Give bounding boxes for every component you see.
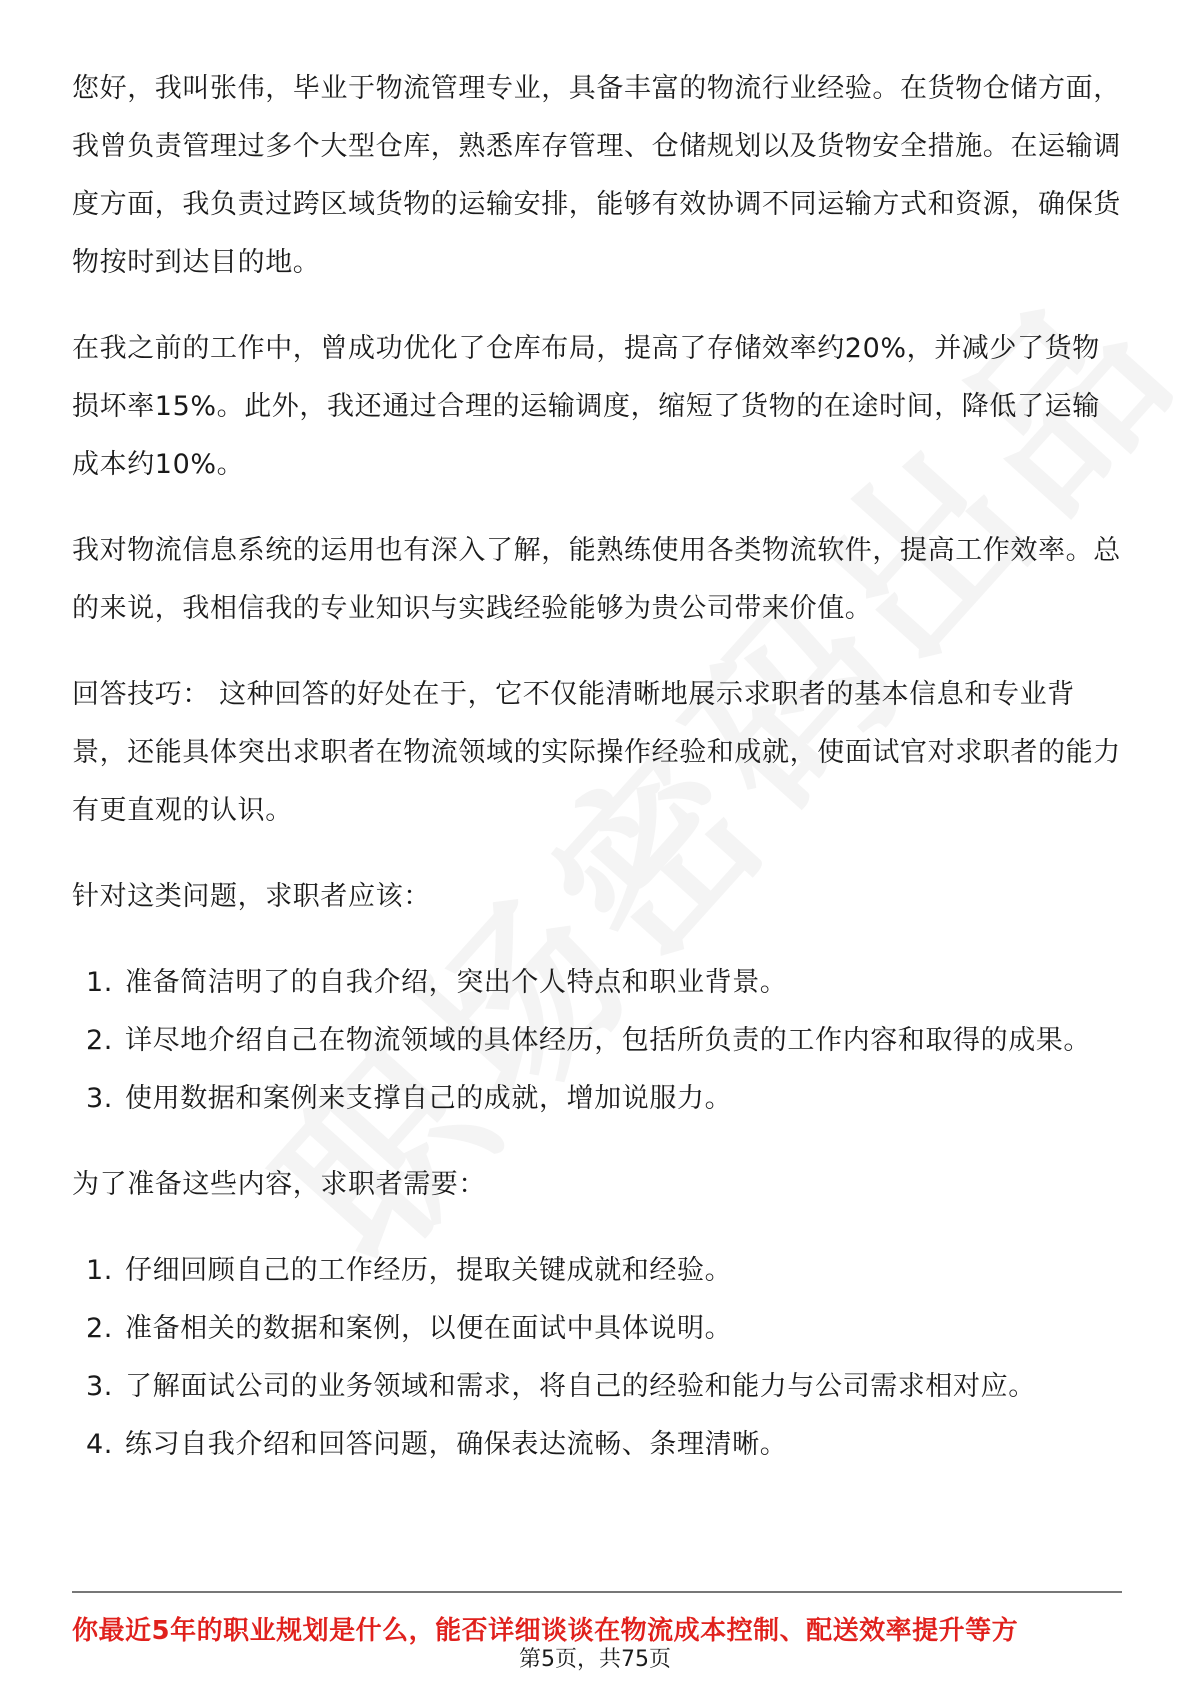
footer-divider <box>72 1591 1122 1593</box>
answer-tips-paragraph: 回答技巧： 这种回答的好处在于，它不仅能清晰地展示求职者的基本信息和专业背景，还能具体突出求职者在物流领域的实际操作经验和成就，使面试官对求职者的能力有更直观的认识。 <box>72 679 1121 826</box>
list-item: 3. 了解面试公司的业务领域和需求，将自己的经验和能力与公司需求相对应。 <box>86 1371 1036 1402</box>
should-list <box>72 954 1122 1128</box>
should-heading: 针对这类问题，求职者应该： <box>72 881 431 912</box>
page-number: 第5页，共75页 <box>519 1647 671 1672</box>
list-item: 1. 仔细回顾自己的工作经历，提取关键成就和经验。 <box>86 1255 733 1286</box>
list-item: 1. 准备简洁明了的自我介绍，突出个人特点和职业背景。 <box>86 967 788 998</box>
answer-intro-paragraph: 您好，我叫张伟，毕业于物流管理专业，具备丰富的物流行业经验。在货物仓储方面，我曾负责管理过多个大型仓库，熟悉库存管理、仓储规划以及货物安全措施。在运输调度方面，我负责过跨区域货物的运输安排，能够有效协调不同运输方式和资源，确保货物按时到达目的地。 <box>72 73 1121 278</box>
answer-achievements-paragraph: 在我之前的工作中，曾成功优化了仓库布局，提高了存储效率约20%，并减少了货物损坏率15%。此外，我还通过合理的运输调度，缩短了货物的在途时间，降低了运输成本约10%。 <box>72 333 1100 480</box>
prepare-heading: 为了准备这些内容，求职者需要： <box>72 1169 486 1200</box>
list-item: 3. 使用数据和案例来支撑自己的成就，增加说服力。 <box>86 1083 733 1114</box>
list-item: 4. 练习自我介绍和回答问题，确保表达流畅、条理清晰。 <box>86 1429 788 1460</box>
document-body <box>72 60 1122 1502</box>
list-item: 2. 详尽地介绍自己在物流领域的具体经历，包括所负责的工作内容和取得的成果。 <box>86 1025 1091 1056</box>
prepare-list <box>72 1242 1122 1474</box>
answer-skills-paragraph: 我对物流信息系统的运用也有深入了解，能熟练使用各类物流软件，提高工作效率。总的来说，我相信我的专业知识与实践经验能够为贵公司带来价值。 <box>72 535 1121 624</box>
next-question-heading: 你最近5年的职业规划是什么，能否详细谈谈在物流成本控制、配送效率提升等方 <box>72 1616 1019 1646</box>
list-item: 2. 准备相关的数据和案例，以便在面试中具体说明。 <box>86 1313 733 1344</box>
